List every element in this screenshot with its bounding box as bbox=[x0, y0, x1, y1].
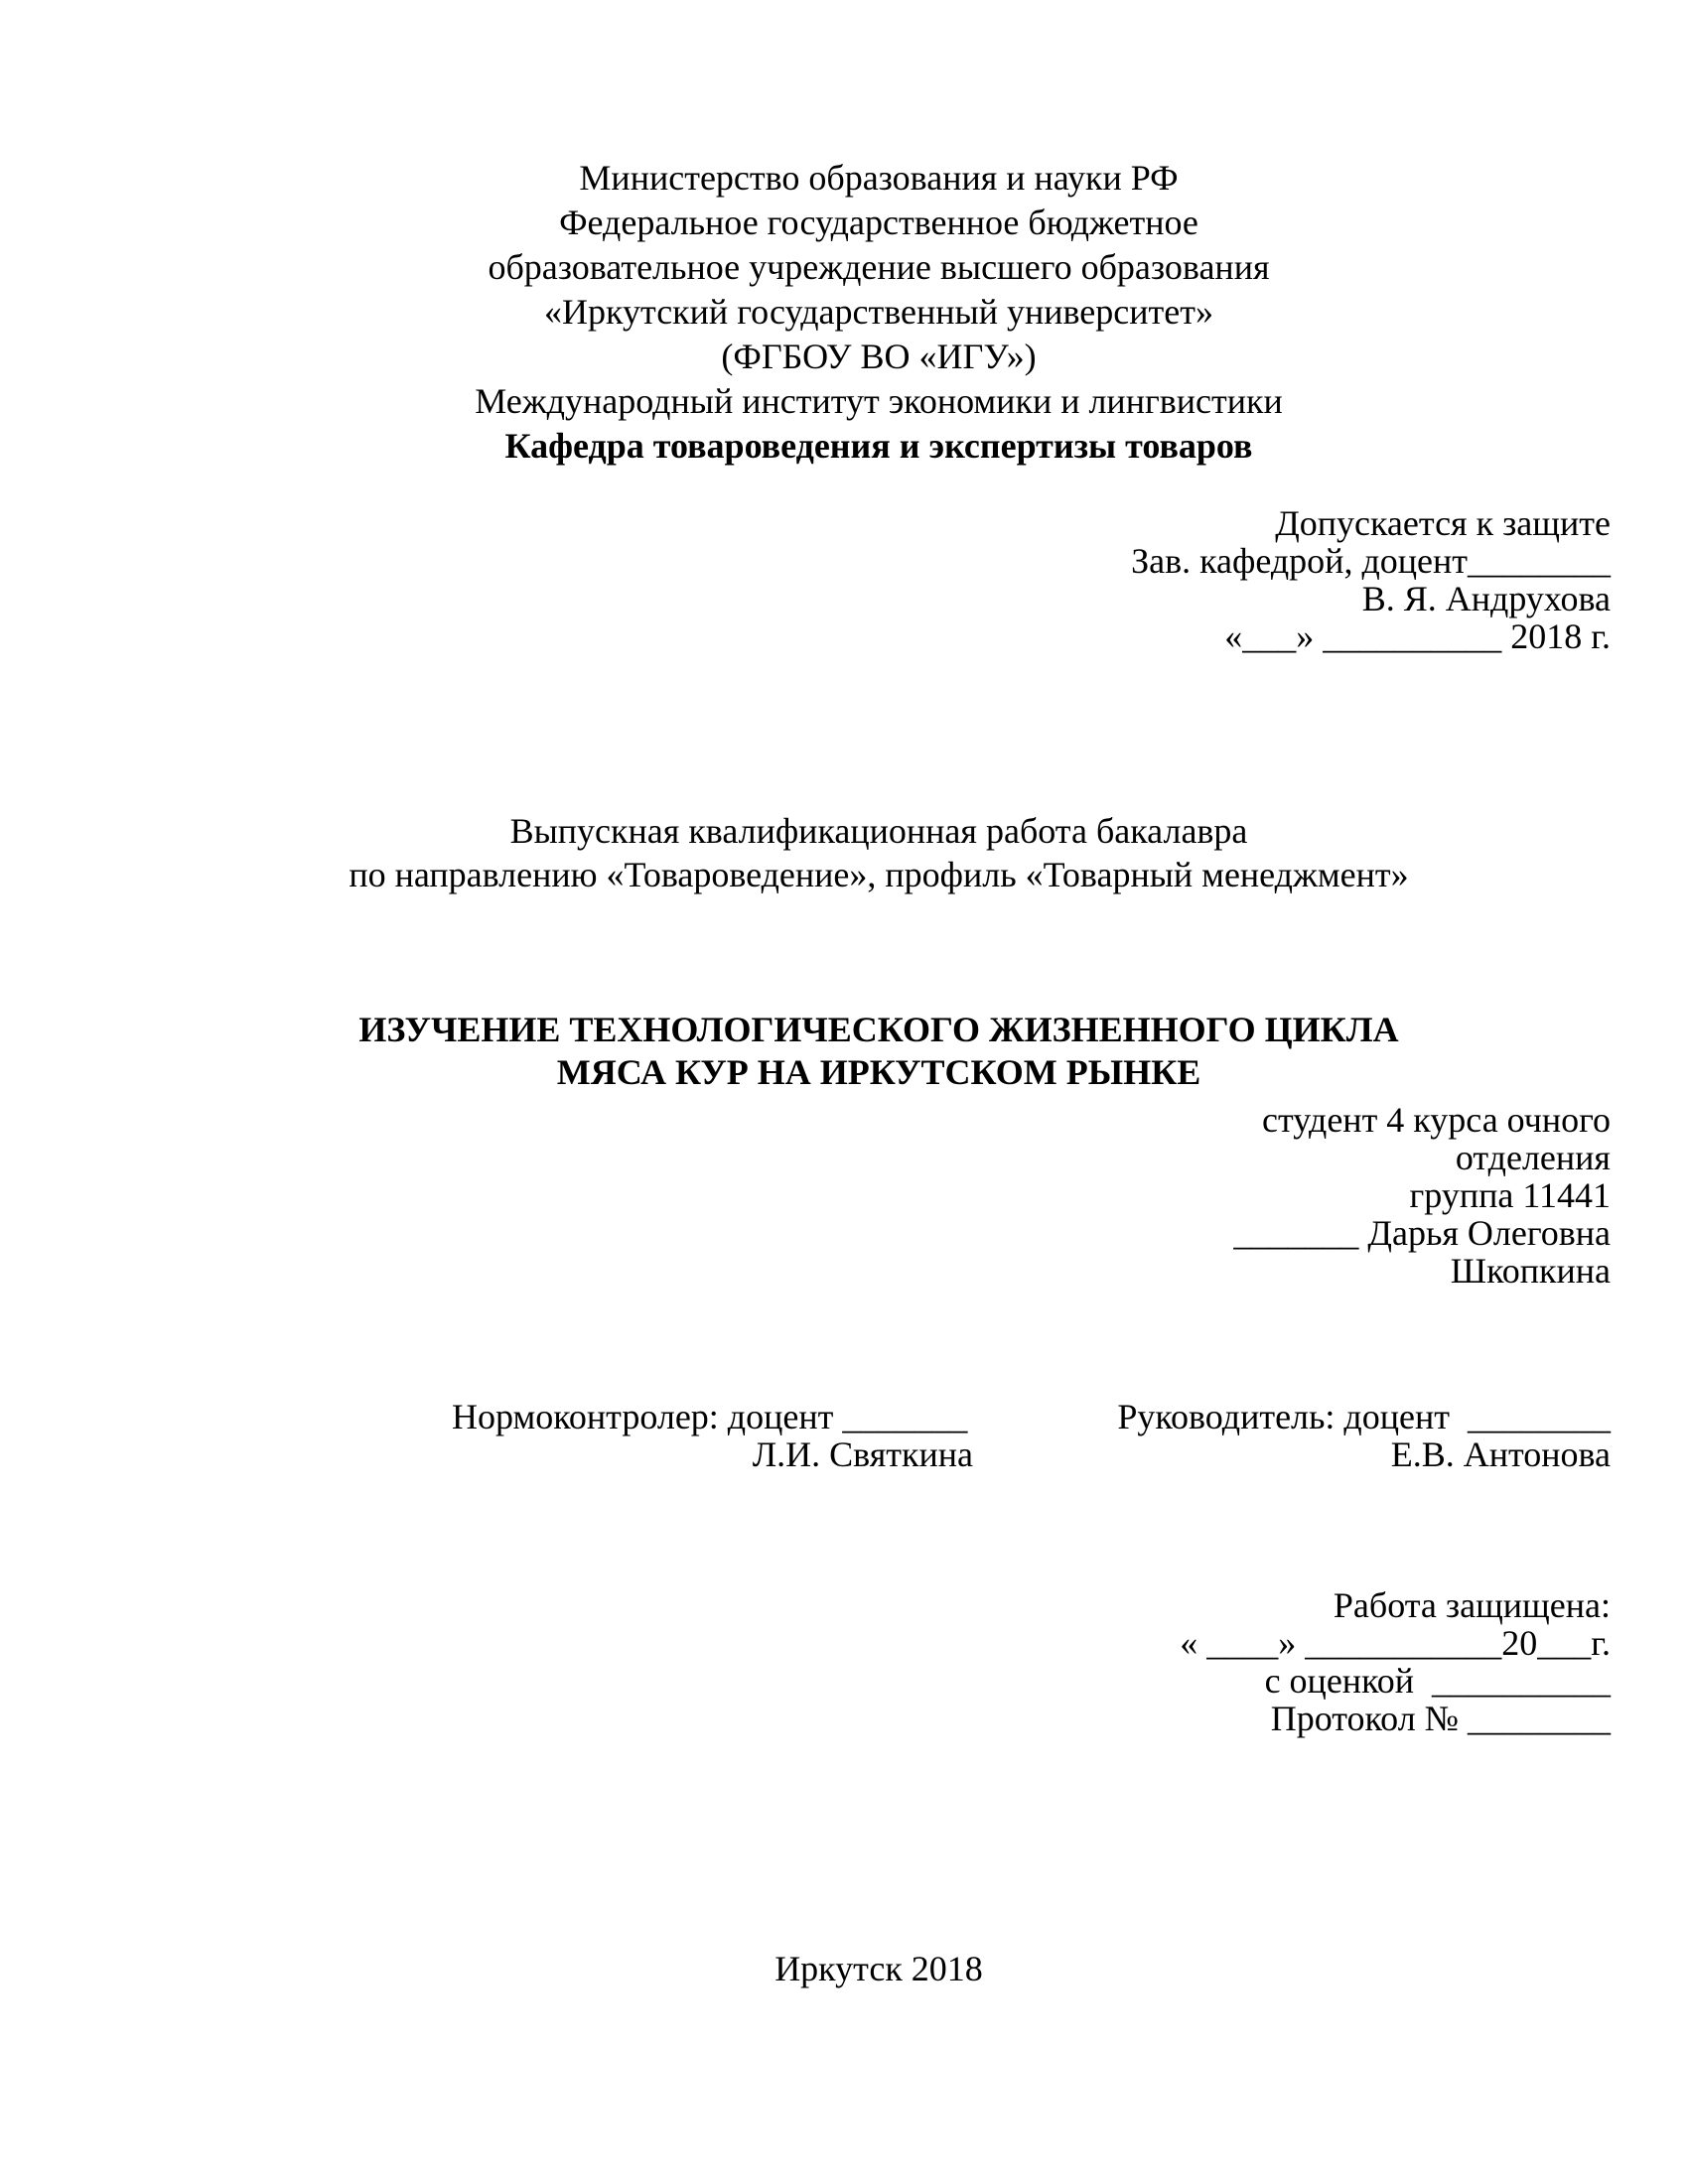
department-line: Кафедра товароведения и экспертизы товаров bbox=[504, 426, 1253, 466]
thesis-title-line-2: МЯСА КУР НА ИРКУТСКОМ РЫНКЕ bbox=[556, 1052, 1201, 1092]
defense-line-3: с оценкой __________ bbox=[1264, 1661, 1611, 1701]
student-line-2: отделения bbox=[1455, 1138, 1611, 1177]
city-year: Иркутск 2018 bbox=[774, 1949, 983, 1988]
defense-line-2: « ____» ___________20___г. bbox=[1180, 1623, 1611, 1663]
student-line-4: _______ Дарья Олеговна bbox=[1233, 1213, 1611, 1253]
ministry-line: Министерство образования и науки РФ bbox=[579, 158, 1179, 198]
student-line-5: Шкопкина bbox=[1450, 1251, 1611, 1291]
institution-line-1: Федеральное государственное бюджетное bbox=[559, 203, 1198, 242]
supervisor-line-1: Руководитель: доцент ________ bbox=[1117, 1397, 1611, 1436]
normcontroller-line-1: Нормоконтролер: доцент _______ bbox=[452, 1397, 968, 1436]
supervisor-line-2: Е.В. Антонова bbox=[1390, 1434, 1611, 1474]
thesis-title-line-1: ИЗУЧЕНИЕ ТЕХНОЛОГИЧЕСКОГО ЖИЗНЕННОГО ЦИКЛА bbox=[358, 1010, 1399, 1049]
institute-line: Международный институт экономики и лингвистики bbox=[475, 381, 1283, 421]
abbreviation-line: (ФГБОУ ВО «ИГУ») bbox=[721, 337, 1037, 376]
approval-line-4: «___» __________ 2018 г. bbox=[1224, 616, 1611, 656]
student-line-1: студент 4 курса очного bbox=[1262, 1100, 1611, 1140]
normcontroller-line-2: Л.И. Святкина bbox=[752, 1434, 973, 1474]
approval-line-3: В. Я. Андрухова bbox=[1361, 579, 1611, 618]
work-type-line-1: Выпускная квалификационная работа бакалавра bbox=[509, 811, 1248, 851]
approval-line-2: Зав. кафедрой, доцент________ bbox=[1131, 541, 1611, 581]
defense-line-1: Работа защищена: bbox=[1333, 1585, 1611, 1625]
approval-line-1: Допускается к защите bbox=[1275, 503, 1611, 543]
institution-line-2: образовательное учреждение высшего образования bbox=[488, 247, 1270, 287]
work-type-line-2: по направлению «Товароведение», профиль «Товарный менеджмент» bbox=[349, 855, 1409, 894]
student-line-3: группа 11441 bbox=[1409, 1175, 1611, 1215]
defense-line-4: Протокол № ________ bbox=[1270, 1699, 1611, 1738]
university-line: «Иркутский государственный университет» bbox=[544, 292, 1213, 332]
